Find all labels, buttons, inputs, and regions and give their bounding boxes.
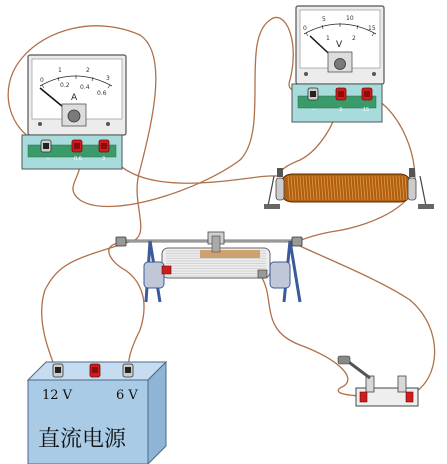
power-supply-terminal-mid[interactable] <box>90 364 100 377</box>
voltmeter-terminal-3[interactable] <box>336 88 346 100</box>
ammeter-aux-2: 2 <box>86 67 90 74</box>
rheostat-terminal-bottom-right[interactable] <box>258 270 267 278</box>
dc-power-supply <box>28 362 166 464</box>
ammeter-term-label-06: 0.6 <box>74 156 82 162</box>
switch-terminal-left[interactable] <box>360 392 367 402</box>
power-supply-12v-label: 12 V <box>42 388 73 403</box>
voltmeter-zero-adjust[interactable] <box>335 59 346 70</box>
rheostat <box>116 232 302 302</box>
power-supply-terminal-12v[interactable] <box>53 364 63 377</box>
power-supply-label: 直流电源 <box>38 427 127 452</box>
fixed-resistor-terminal-right[interactable] <box>409 168 415 177</box>
ammeter-terminal-06[interactable] <box>72 140 82 152</box>
power-supply-6v-label: 6 V <box>116 388 138 403</box>
ammeter-tick-3: 0.6 <box>97 90 107 97</box>
fixed-resistor-terminal-left[interactable] <box>277 168 283 177</box>
ammeter-unit: A <box>71 93 78 103</box>
switch-terminal-right[interactable] <box>406 392 413 402</box>
voltmeter-aux-1: 1 <box>326 35 330 42</box>
ammeter-terminal-neg[interactable] <box>41 140 51 152</box>
voltmeter-aux-2: 2 <box>352 35 356 42</box>
rheostat-terminal-top-left[interactable] <box>116 237 126 246</box>
voltmeter-term-label-neg: − <box>312 107 317 113</box>
ammeter-aux-3: 3 <box>106 75 110 82</box>
ammeter-aux-1: 1 <box>58 67 62 74</box>
ammeter-zero-adjust[interactable] <box>68 110 80 122</box>
voltmeter-term-label-15: 15 <box>363 107 370 113</box>
wire-switch-right <box>300 246 435 394</box>
knife-switch <box>338 356 418 406</box>
voltmeter <box>292 6 384 122</box>
ammeter-terminal-3[interactable] <box>99 140 109 152</box>
wire-rheostat-left <box>109 243 144 372</box>
voltmeter-terminal-neg[interactable] <box>308 88 318 100</box>
voltmeter-tick-5: 5 <box>322 16 326 23</box>
voltmeter-unit: V <box>336 40 343 50</box>
voltmeter-tick-10: 10 <box>346 15 354 22</box>
switch-lever[interactable] <box>338 356 370 378</box>
voltmeter-term-label-3: 3 <box>339 107 343 113</box>
ammeter <box>22 55 126 169</box>
voltmeter-tick-0: 0 <box>303 25 307 32</box>
ammeter-tick-0: 0 <box>40 77 44 84</box>
wire-ammeter-right <box>104 147 278 183</box>
voltmeter-tick-15: 15 <box>368 25 376 32</box>
wire-rheostat-switch <box>262 278 362 396</box>
ammeter-tick-2: 0.4 <box>80 84 90 91</box>
ammeter-tick-1: 0.2 <box>60 82 70 89</box>
ammeter-term-label-3: 3 <box>102 156 106 162</box>
rheostat-terminal-bottom-left[interactable] <box>162 266 171 274</box>
voltmeter-terminal-15[interactable] <box>362 88 372 100</box>
fixed-resistor <box>264 168 434 209</box>
power-supply-terminal-6v[interactable] <box>123 364 133 377</box>
ammeter-term-label-neg: − <box>46 156 51 162</box>
rheostat-terminal-top-right[interactable] <box>292 237 302 246</box>
